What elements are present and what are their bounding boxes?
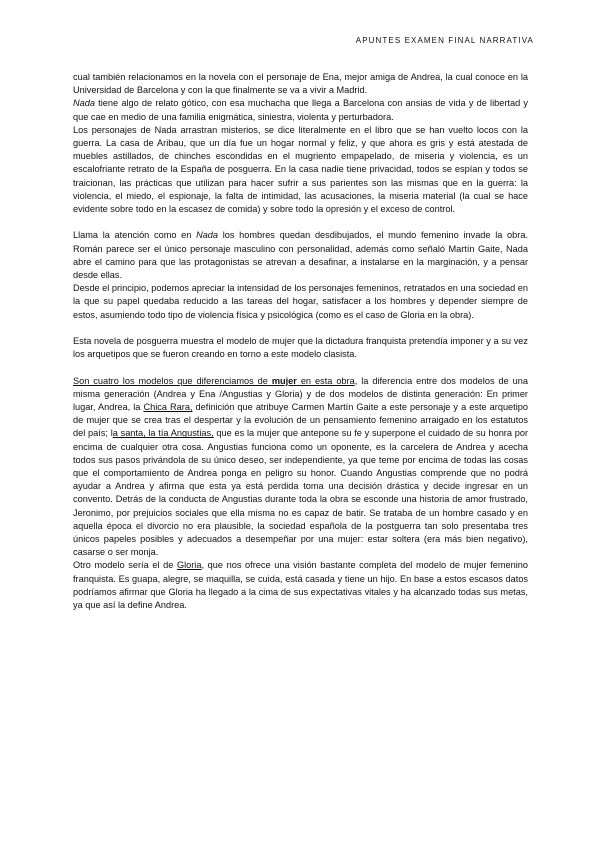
paragraph-gap (73, 361, 528, 374)
paragraph-text: , que nos ofrece una visión bastante completa del modelo de mujer femenino franquista. Es guapa, alegre, se maquilla, se cuida, está casada y tiene un hijo. En base a estos escasos datos podríamos afirmar que Gloria ha llegado a la cima de sus expectativas vitales y ha alcanzado todas sus metas, ya que así la define Andrea. (73, 560, 528, 611)
term-gloria: Gloria (176, 560, 202, 571)
bold-term-mujer: mujer (271, 375, 297, 386)
paragraph-text: Otro modelo sería el de (73, 560, 177, 571)
paragraph-female-characters: Desde el principio, podemos apreciar la intensidad de los personajes femeninos, retratados en una sociedad en la que su papel quedaba reducido a las tareas del hogar, satisfacer a los hombres y depender siempre de estos, asumiendo todo tipo de violencia física y psicológica (como es el caso de Gloria en la obra). (73, 283, 528, 320)
running-header: APUNTES EXAMEN FINAL NARRATIVA (355, 36, 534, 45)
paragraph-text: que es la mujer que antepone su fe y superpone el cuidado de su honra por encima de cualquier otra cosa. Angustias funciona como un oponente, es la carcelera de Andrea y acecha todos sus pasos privándola de su único deseo, ser independiente, ya que teme por encima de todas las cosas que el comportamiento de Andrea ponga en peligro su honor. Cuando Angustias comprende que no podrá ayudar a Andrea y afirma que esta ya está perdida toma una decisión drástica y decide ingresar en un convento. Detrás de la conducta de Angustias durante toda la obra se esconde una historia de amor frustrado, Jeronimo, por prejuicios sociales que ella misma no es capaz de batir. Se trataba de un hombre casado y en aquella época el divorcio no era plausible, la sociedad española de la postguerra tan solo presentaba tres únicos papeles posibles y adecuados a desempeñar por una mujer: estar soltera (era más bien negativo), casarse o ser monja. (73, 428, 529, 558)
underlined-text: Son cuatro los modelos que diferenciamos de (73, 375, 272, 386)
paragraph-gloria (73, 559, 528, 612)
paragraph-gothic (73, 97, 528, 123)
paragraph-text: Llama la atención como en (73, 230, 197, 241)
paragraph-aribau-house: Los personajes de Nada arrastran misterios, se dice literalmente en el libro que se han vuelto locos con la guerra. La casa de Aribau, que un día fue un hogar normal y feliz, y que ahora es gris y está atestada de muebles astillados, de chinches escondidas en el mugriento empapelado, de miseria y violencia, es un escalofriante retrato de la España de posguerra. En la casa nadie tiene privacidad, todos se espían y todos se traicionan, las prácticas que utilizan para hacer sufrir a sus parientes son las mismas que en la guerra: la violencia, el miedo, el espionaje, la falta de intimidad, las acusaciones, la miseria material (la cual se hace evidente sobre todo en la escasez de comida) y sobre todo la opresión y el exceso de control. (73, 124, 528, 215)
paragraph-text: definición que atribuye Carmen Martín Gaite a este personaje y a este arquetipo de mujer que se crea tras el despertar y la evolución de un pensamiento femenino arraigado en los estatutos del país; l (73, 402, 528, 439)
paragraph-text: , la diferencia entre dos modelos de una misma generación (Andrea y Ena /Angustias y Gloria) y de dos modelos de distinta generación: En primer lugar, Andrea, la (73, 375, 529, 413)
paragraph-four-models (73, 375, 528, 560)
paragraph-text: los hombres quedan desdibujados, el mundo femenino invade la obra. Román parece ser el único personaje masculino con personalidad, además como señaló Martín Gaite, Nada abre el camino para que las protagonistas se atrevan a desafinar, a instalarse en la marginación, y a pensar desde ellas. (73, 230, 529, 281)
book-title: Nada (73, 98, 95, 109)
paragraph-gap (73, 216, 528, 229)
book-title: Nada (196, 230, 219, 241)
paragraph-text: tiene algo de relato gótico, con esa muchacha que llega a Barcelona con ansias de vida y de libertad y que cae en medio de una familia enigmática, siniestra, violenta y perturbadora. (73, 98, 528, 122)
paragraph-men-blurred (73, 229, 528, 282)
term-santa-angustias: a santa, la tía Angustias, (112, 428, 214, 439)
term-chica-rara: Chica Rara, (143, 402, 193, 413)
paragraph-ena: cual también relacionamos en la novela con el personaje de Ena, mejor amiga de Andrea, la cual conoce en la Universidad de Barcelona y con la que finalmente se va a vivir a Madrid. (73, 72, 528, 96)
paragraph-postwar-model: Esta novela de posguerra muestra el modelo de mujer que la dictadura franquista pretendía imponer y a su vez los arquetipos que se fueron creando en torno a este modelo clasista. (73, 336, 528, 360)
paragraph-gap (73, 322, 528, 335)
underlined-text: en esta obra (296, 375, 355, 386)
document-body (73, 71, 528, 612)
